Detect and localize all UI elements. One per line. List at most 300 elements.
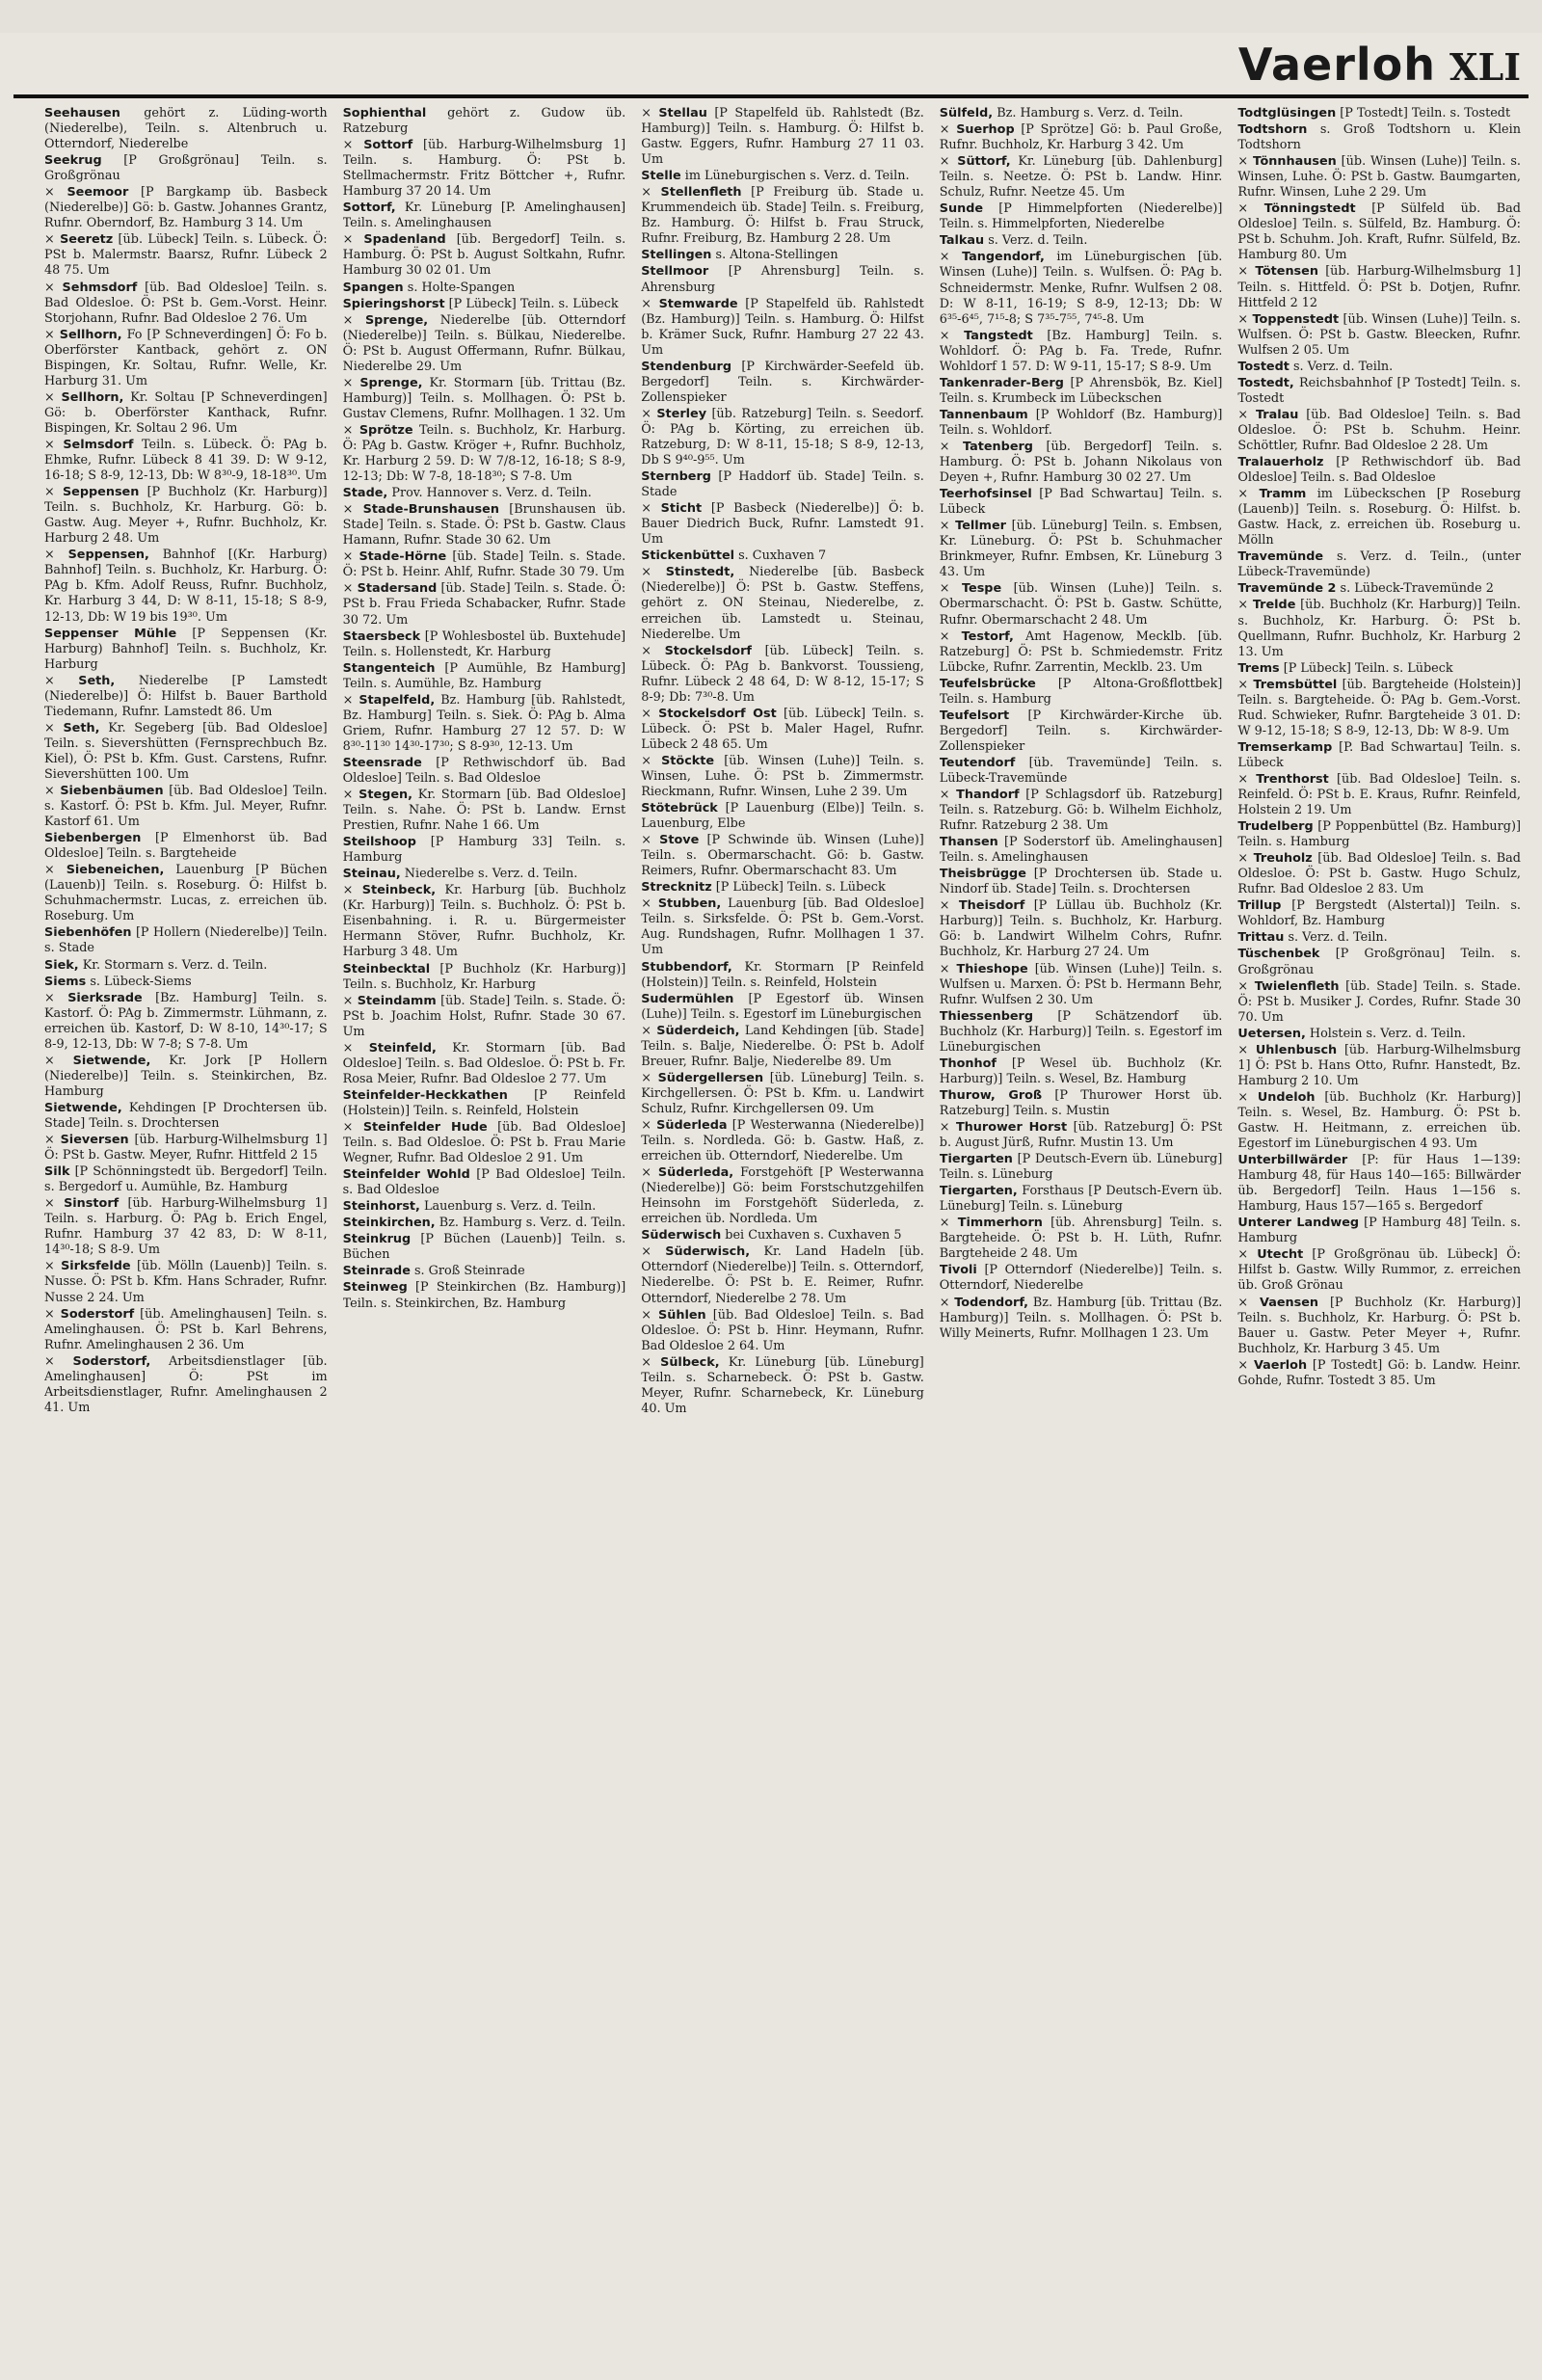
entry-place-name: Sieversen (60, 1133, 129, 1148)
entry-details: [P Sülfeld üb. Bad Oldesloe] Teiln. s. Sülfeld, Bz. Hamburg. Ö: PSt b. Schuhm. Joh. Kraft, Rufnr. Sülfeld, Bz. Hamburg 80. Um (1237, 201, 1521, 263)
entry-details: [P Seppensen (Kr. Harburg) Bahnhof] Teiln. s. Buchholz, Kr. Harburg (44, 626, 328, 672)
entry-place-name: Trillup (1237, 898, 1282, 914)
entry-details: Amt Hagenow, Mecklb. [üb. Ratzeburg] Ö: PSt b. Schmiedemstr. Fritz Lübcke, Rufnr. Zarrentin, Mecklb. 23. Um (939, 628, 1223, 675)
entry-details: [P Sprötze] Gö: b. Paul Große, Rufnr. Buchholz, Kr. Harburg 3 42. Um (939, 122, 1223, 153)
entry-details: [üb. Bad Oldesloe] Teiln. s. Reinfeld. Ö: PSt b. E. Kraus, Rufnr. Reinfeld, Holstein 2 19. Um (1237, 771, 1521, 818)
directory-entry (641, 1165, 924, 1227)
entry-place-name: Trudelberg (1237, 819, 1314, 835)
entry-details: [P Schönningstedt üb. Bergedorf] Teiln. s. Bergedorf u. Aumühle, Bz. Hamburg (44, 1164, 328, 1195)
entry-place-name: Stötebrück (641, 801, 718, 816)
entry-place-name: Stade-Hörne (359, 549, 447, 565)
entry-details: Land Kehdingen [üb. Stade] Teiln. s. Balje, Niederelbe. Ö: PSt b. Adolf Breuer, Rufnr. Balje, Niederelbe 89. Um (641, 1023, 924, 1069)
entry-details: [üb. Harburg-Wilhelmsburg 1] Teiln. s. Hamburg. Ö: PSt b. Stellmachermstr. Fritz Böttcher +, Rufnr. Hamburg 37 20 14. Um (342, 138, 626, 200)
entry-place-name: Timmerhorn (957, 1216, 1043, 1231)
directory-entry (641, 1118, 924, 1164)
entry-details: Holstein s. Verz. d. Teiln. (1309, 1026, 1466, 1041)
post-office-mark: × (44, 232, 55, 248)
post-office-mark: × (44, 485, 55, 500)
post-office-mark: × (1237, 201, 1249, 217)
directory-entry (44, 784, 328, 830)
entry-place-name: Uhlenbusch (1255, 1042, 1338, 1057)
entry-details: [P Buchholz (Kr. Harburg)] Teiln. s. Buchholz, Kr. Harburg. Ö: PSt b. Bauer u. Gastw. Peter Meyer +, Rufnr. Buchholz, Kr. Harburg 3 45. Um (1237, 1295, 1521, 1356)
post-office-mark: × (1237, 978, 1249, 994)
directory-entry (1237, 549, 1521, 580)
entry-details: Kr. Stormarn [üb. Bad Oldesloe] Teiln. s. Bad Oldesloe. Ö: PSt b. Fr. Rosa Meier, Rufnr. Bad Oldesloe 2 77. Um (342, 1040, 626, 1086)
entry-place-name: Stockelsdorf (664, 643, 752, 658)
entry-place-name: Seppenser Mühle (44, 626, 177, 641)
entry-place-name: Suerhop (956, 122, 1015, 138)
post-office-mark: × (641, 1023, 651, 1038)
post-office-mark: × (342, 993, 354, 1008)
entry-details: [P Steinkirchen (Bz. Hamburg)] Teiln. s. Steinkirchen, Bz. Hamburg (342, 1280, 626, 1311)
entry-place-name: Stickenbüttel (641, 548, 735, 564)
post-office-mark: × (342, 422, 354, 438)
directory-entry (1237, 1090, 1521, 1152)
post-office-mark: × (641, 406, 651, 421)
directory-entry (1237, 122, 1521, 153)
directory-entry (641, 169, 924, 184)
entry-details: [üb. Travemünde] Teiln. s. Lübeck-Travemünde (939, 755, 1223, 786)
entry-place-name: Strecknitz (641, 880, 712, 896)
entry-details: [Bz. Hamburg] Teiln. s. Wohldorf. Ö: PAg b. Fa. Trede, Rufnr. Wohldorf 1 57. D: W 9-11, 15-17; S 8-9. Um (939, 328, 1223, 374)
entry-details: [P Tostedt] Gö: b. Landw. Heinr. Gohde, Rufnr. Tostedt 3 85. Um (1237, 1357, 1521, 1388)
directory-entry (1237, 772, 1521, 818)
entry-place-name: Siebenbergen (44, 831, 142, 846)
entry-details: [P Altona-Großflottbek] Teiln. s. Hamburg (939, 676, 1223, 707)
entry-details: Kr. Segeberg [üb. Bad Oldesloe] Teiln. s. Sievershütten (Fernsprechbuch Bz. Kiel), Ö: PSt b. Kfm. Gust. Carstens, Rufnr. Sievershütten 100. Um (44, 720, 328, 782)
directory-entry (44, 991, 328, 1053)
entry-details: Kr. Soltau [P Schneverdingen] Gö: b. Oberförster Kanthack, Rufnr. Bispingen, Kr. Soltau 2 96. Um (44, 389, 328, 436)
directory-entry (343, 994, 626, 1040)
entry-place-name: Stellau (658, 106, 707, 120)
entry-details: Reichsbahnhof [P Tostedt] Teiln. s. Tostedt (1237, 375, 1521, 406)
post-office-mark: × (939, 439, 950, 454)
directory-entry (940, 201, 1223, 232)
post-office-mark: × (939, 328, 950, 343)
directory-entry (44, 721, 328, 783)
post-office-mark: × (641, 1354, 651, 1370)
directory-entry (940, 408, 1223, 439)
entry-place-name: Süderwisch, (665, 1244, 751, 1260)
entry-place-name: Tankenrader-Berg (939, 375, 1064, 390)
post-office-mark: × (641, 896, 651, 912)
directory-entry (44, 1354, 328, 1416)
directory-entry (641, 644, 924, 706)
entry-details: [üb. Bergedorf] Teiln. s. Hamburg. Ö: PSt b. Johann Nikolaus von Deyen +, Rufnr. Hamburg 30 02 27. Um (939, 439, 1223, 486)
entry-details: Bz. Hamburg s. Verz. d. Teiln. (439, 1216, 626, 1231)
directory-entry (1237, 1296, 1521, 1357)
directory-entry (641, 1244, 924, 1306)
entry-details: s. Verz. d. Teiln. (1292, 359, 1394, 374)
directory-entry (940, 1216, 1223, 1262)
entry-details: Forsthaus [P Deutsch-Evern üb. Lüneburg] Teiln. s. Lüneburg (939, 1184, 1223, 1215)
entry-place-name: Stade-Brunshausen (362, 502, 499, 518)
directory-entry (1237, 360, 1521, 375)
entry-place-name: Spieringshorst (342, 296, 445, 311)
entry-place-name: Tatenberg (963, 439, 1033, 454)
post-office-mark: × (939, 628, 950, 644)
entry-place-name: Tivoli (939, 1263, 977, 1278)
entry-place-name: Tremsbüttel (1253, 677, 1338, 692)
entry-details: [P Poppenbüttel (Bz. Hamburg)] Teiln. s. Hamburg (1237, 819, 1521, 850)
directory-entry (940, 440, 1223, 486)
entry-details: [P Großgrönau] Teiln. s. Großgrönau (1237, 947, 1521, 977)
entry-details: [üb. Stade] Teiln. s. Stade. Ö: PSt b. Joachim Holst, Rufnr. Stade 30 67. Um (342, 993, 626, 1039)
directory-entry (1237, 487, 1521, 548)
entry-place-name: Sophienthal (342, 106, 427, 120)
entry-place-name: Stemwarde (658, 296, 738, 311)
directory-entry (44, 153, 328, 184)
directory-entry (940, 1009, 1223, 1056)
entry-place-name: Stade, (342, 486, 388, 501)
entry-place-name: Sülfeld, (939, 106, 994, 120)
directory-entry (940, 519, 1223, 580)
entry-place-name: Seppensen, (67, 548, 149, 563)
directory-entry (1237, 376, 1521, 407)
entry-details: Kr. Lüneburg [üb. Lüneburg] Teiln. s. Scharnebeck. Ö: PSt b. Gastw. Meyer, Rufnr. Scharnebeck, Kr. Lüneburg 40. Um (641, 1354, 924, 1416)
entry-place-name: Sülbeck, (660, 1354, 720, 1370)
post-office-mark: × (641, 1244, 651, 1260)
entry-place-name: Todtshorn (1237, 122, 1308, 138)
post-office-mark: × (44, 1259, 55, 1274)
directory-entry (940, 835, 1223, 866)
directory-entry (940, 487, 1223, 518)
directory-entry (343, 867, 626, 882)
directory-entry (641, 1355, 924, 1417)
entry-place-name: Stangenteich (342, 660, 436, 676)
post-office-mark: × (1237, 677, 1249, 692)
entry-place-name: Süderdeich, (656, 1023, 740, 1038)
header-rule (13, 94, 1529, 98)
entry-details: s. Cuxhaven 7 (738, 548, 827, 564)
entry-details: [P Westerwanna (Niederelbe)] Teiln. s. Nordleda. Gö: b. Gastw. Haß, z. erreichen üb. Otterndorf, Niederelbe. Um (641, 1118, 924, 1164)
entry-columns (44, 106, 1521, 2357)
entry-place-name: Tangendorf, (962, 250, 1045, 265)
post-office-mark: × (44, 1353, 55, 1369)
directory-entry (1237, 898, 1521, 929)
post-office-mark: × (939, 961, 950, 976)
directory-entry (641, 960, 924, 991)
entry-place-name: Twielenfleth (1254, 978, 1340, 994)
directory-entry (940, 962, 1223, 1008)
directory-entry (1237, 201, 1521, 263)
entry-details: [üb. Bad Oldesloe] Teiln. s. Kastorf. Ö: PSt b. Kfm. Jul. Meyer, Rufnr. Kastorf 61. Um (44, 784, 328, 830)
entry-details: gehört z. Gudow üb. Ratzeburg (342, 106, 626, 137)
entry-details: [üb. Bargteheide (Holstein)] Teiln. s. Bargteheide. Ö: PAg b. Gem.-Vorst. Rud. Schwieker, Rufnr. Bargteheide 3 01. D: W 9-12, 15-18; S 8-9, 12-13, Db: W 8-9. Um (1237, 677, 1521, 738)
entry-place-name: Steindamm (357, 993, 437, 1008)
directory-entry (641, 992, 924, 1023)
post-office-mark: × (641, 565, 651, 580)
entry-place-name: Tellmer (955, 519, 1006, 534)
entry-details: Kr. Land Hadeln [üb. Otterndorf (Niederelbe)] Teiln. s. Otterndorf, Niederelbe. Ö: PSt b. E. Reimer, Rufnr. Otterndorf, Niederelbe 2 78. Um (641, 1244, 924, 1306)
entry-place-name: Tramm (1259, 487, 1307, 502)
entry-details: [P Lüllau üb. Buchholz (Kr. Harburg)] Teiln. s. Buchholz, Kr. Harburg. Gö: b. Landwirt Wilhelm Cohrs, Rufnr. Buchholz, Kr. Harburg 27 24. Um (939, 898, 1223, 960)
entry-details: Teiln. s. Lübeck. Ö: PAg b. Ehmke, Rufnr. Lübeck 8 41 39. D: W 9-12, 16-18; S 8-9, 12-13, Db: W 8³⁰-9, 18-18³⁰. Um (44, 437, 328, 484)
entry-place-name: Spadenland (363, 232, 446, 248)
column-4 (940, 106, 1223, 2357)
directory-entry (1237, 1358, 1521, 1389)
post-office-mark: × (1237, 1042, 1249, 1057)
entry-details: [P Lauenburg (Elbe)] Teiln. s. Lauenburg, Elbe (641, 801, 924, 832)
directory-entry (1237, 455, 1521, 486)
directory-entry (44, 925, 328, 956)
entry-place-name: Steinrade (342, 1264, 411, 1279)
directory-entry (641, 360, 924, 406)
post-office-mark: × (342, 581, 354, 597)
entry-place-name: Sticht (660, 501, 703, 517)
directory-entry (940, 1120, 1223, 1151)
entry-details: [üb. Ratzeburg] Teiln. s. Seedorf. Ö: PAg b. Körting, zu erreichen üb. Ratzeburg, D: W 8-11, 15-18; S 8-9, 12-13, Db S 9⁴⁰-9⁵⁵. Um (641, 406, 924, 468)
entry-details: [üb. Amelinghausen] Teiln. s. Amelinghausen. Ö: PSt b. Karl Behrens, Rufnr. Amelinghausen 2 36. Um (44, 1306, 328, 1352)
directory-entry (641, 548, 924, 564)
entry-details: [P Ahrensburg] Teiln. s. Ahrensburg (641, 264, 924, 295)
entry-details: [üb. Harburg-Wilhelmsburg 1] Ö: PSt b. Gastw. Meyer, Rufnr. Hittfeld 2 15 (44, 1133, 328, 1163)
entry-place-name: Tespe (961, 581, 1002, 597)
directory-entry (1237, 1247, 1521, 1294)
post-office-mark: × (939, 519, 950, 534)
entry-details: Teiln. s. Buchholz, Kr. Harburg. Ö: PAg b. Gastw. Kröger +, Rufnr. Buchholz, Kr. Harburg 2 59. D: W 7/8-12, 16-18; S 8-9, 12-13; Db: W 7-8, 18-18³⁰; S 7-8. Um (342, 422, 626, 485)
entry-place-name: Theisdorf (958, 898, 1025, 914)
entry-details: Lauenburg s. Verz. d. Teiln. (424, 1199, 597, 1215)
entry-details: [üb. Lüneburg] Teiln. s. Embsen, Kr. Lüneburg. Ö: PSt b. Schuhmacher Brinkmeyer, Rufnr. Embsen, Kr. Lüneburg 3 43. Um (939, 519, 1223, 580)
post-office-mark: × (641, 185, 651, 201)
column-5 (1237, 106, 1521, 2357)
directory-entry (940, 788, 1223, 834)
entry-place-name: Tralau (1255, 407, 1299, 422)
entry-place-name: Sühlen (658, 1307, 706, 1323)
entry-details: Fo [P Schneverdingen] Ö: Fo b. Oberförster Kantback, gehört z. ON Bispingen, Kr. Soltau, Rufnr. Welle, Kr. Harburg 31. Um (44, 327, 328, 388)
entry-place-name: Steilshoop (342, 835, 416, 850)
entry-place-name: Sottorf, (342, 201, 396, 216)
directory-entry (343, 281, 626, 296)
post-office-mark: × (641, 1307, 651, 1323)
entry-place-name: Tiergarten (939, 1152, 1013, 1167)
directory-entry (940, 756, 1223, 787)
directory-entry (940, 1296, 1223, 1342)
entry-details: [P Rethwischdorf üb. Bad Oldesloe] Teiln. s. Bad Oldesloe (1237, 455, 1521, 486)
post-office-mark: × (44, 784, 55, 799)
entry-place-name: Thurow, Groß (939, 1087, 1043, 1103)
entry-details: [P Egestorf üb. Winsen (Luhe)] Teiln. s. Egestorf im Lüneburgischen (641, 991, 924, 1022)
entry-details: s. Verz. d. Teiln. (988, 233, 1088, 249)
directory-entry (44, 232, 328, 279)
entry-place-name: Sinstorf (64, 1196, 120, 1212)
entry-place-name: Sternberg (641, 469, 711, 485)
entry-details: [P Tostedt] Teiln. s. Tostedt (1340, 106, 1511, 120)
directory-entry (940, 1184, 1223, 1215)
directory-entry (641, 754, 924, 800)
entry-place-name: Soderstorf (60, 1306, 135, 1322)
entry-details: [P Buchholz (Kr. Harburg)] Teiln. s. Buchholz, Kr. Harburg. Gö: b. Gastw. Aug. Meyer +, Rufnr. Buchholz, Kr. Harburg 2 48. Um (44, 485, 328, 547)
entry-place-name: Theisbrügge (939, 867, 1026, 882)
directory-entry (44, 281, 328, 327)
directory-entry (940, 1263, 1223, 1294)
entry-details: [üb. Buchholz (Kr. Harburg)] Teiln. s. Buchholz, Kr. Harburg. Ö: PSt b. Quellmann, Rufnr. Buchholz, Kr. Harburg 2 13. Um (1237, 598, 1521, 659)
entry-place-name: Travemünde 2 (1237, 581, 1337, 597)
directory-entry (1237, 947, 1521, 977)
entry-details: [üb. Lübeck] Teiln. s. Lübeck. Ö: PSt b. Malermstr. Baarsz, Rufnr. Lübeck 2 48 75. Um (44, 232, 328, 279)
entry-details: [P Freiburg üb. Stade u. Krummendeich üb. Stade] Teiln. s. Freiburg, Bz. Hamburg. Ö: Hilfst b. Frau Struck, Rufnr. Freiburg, Bz. Hamburg 2 28. Um (641, 185, 924, 247)
entry-details: [P Hamburg 33] Teiln. s. Hamburg (342, 835, 626, 866)
directory-entry (44, 1196, 328, 1258)
post-office-mark: × (44, 389, 55, 405)
directory-entry (1237, 930, 1521, 946)
directory-entry (44, 958, 328, 974)
directory-entry (44, 1133, 328, 1163)
entry-place-name: Todtglüsingen (1237, 106, 1337, 120)
entry-details: [P Kirchwärder-Kirche üb. Bergedorf] Teiln. s. Kirchwärder-Zollenspieker (939, 708, 1223, 754)
entry-place-name: Süderleda (656, 1118, 728, 1133)
entry-place-name: Steinau, (342, 867, 401, 882)
entry-place-name: Soderstorf, (72, 1353, 151, 1369)
entry-details: Niederelbe s. Verz. d. Teiln. (404, 867, 578, 882)
directory-entry (641, 106, 924, 168)
directory-entry (343, 661, 626, 692)
post-office-mark: × (641, 1165, 651, 1181)
directory-entry (940, 867, 1223, 897)
entry-place-name: Stadersand (357, 581, 438, 597)
directory-entry (940, 250, 1223, 327)
directory-entry (44, 1101, 328, 1132)
entry-details: Kr. Jork [P Hollern (Niederelbe)] Teiln. s. Steinkirchen, Bz. Hamburg (44, 1053, 328, 1099)
running-headword: Vaerloh (1237, 39, 1437, 91)
entry-details: [üb. Stade] Teiln. s. Stade. Ö: PSt b. Musiker J. Cordes, Rufnr. Stade 30 70. Um (1237, 978, 1521, 1025)
post-office-mark: × (641, 1070, 651, 1085)
directory-entry (1237, 581, 1521, 597)
entry-place-name: Siek, (44, 957, 79, 973)
entry-details: [üb. Winsen (Luhe)] Teiln. s. Wulfsen u. Marxen. Ö: PSt b. Hermann Behr, Rufnr. Wulfsen 2 30. Um (939, 961, 1223, 1007)
entry-details: [üb. Harburg-Wilhelmsburg 1] Ö: PSt b. Hans Otto, Rufnr. Hanstedt, Bz. Hamburg 2 10. Um (1237, 1042, 1521, 1088)
entry-place-name: Sprenge, (359, 375, 423, 390)
entry-place-name: Staersbeck (342, 628, 421, 644)
entry-place-name: Stelle (641, 169, 681, 184)
directory-entry (940, 122, 1223, 153)
directory-entry (343, 962, 626, 993)
entry-place-name: Thansen (939, 835, 998, 850)
post-office-mark: × (44, 1196, 55, 1212)
post-office-mark: × (939, 250, 950, 265)
directory-entry (1237, 408, 1521, 454)
directory-entry (343, 883, 626, 960)
entry-place-name: Seppensen (62, 485, 140, 500)
directory-entry (940, 1056, 1223, 1087)
post-office-mark: × (1237, 487, 1249, 502)
entry-details: [P Großgrönau] Teiln. s. Großgrönau (44, 153, 328, 184)
entry-details: s. Groß Todtshorn u. Klein Todtshorn (1237, 122, 1521, 153)
entry-place-name: Steinweg (342, 1280, 408, 1296)
entry-place-name: Tönnhausen (1252, 154, 1337, 170)
directory-entry (44, 185, 328, 231)
entry-details: Kr. Stormarn s. Verz. d. Teiln. (82, 957, 268, 973)
entry-details: Bahnhof [(Kr. Harburg) Bahnhof] Teiln. s. Buchholz, Kr. Harburg. Ö: PAg b. Kfm. Adolf Reuss, Rufnr. Buchholz, Kr. Harburg 3 44, D: W 8-11, 15-18; S 8-9, 12-13, Db: W 19 bis 19³⁰. Um (44, 548, 328, 625)
post-office-mark: × (44, 327, 55, 342)
directory-entry (641, 801, 924, 832)
entry-place-name: Teufelsbrücke (939, 676, 1036, 691)
post-office-mark: × (44, 1306, 55, 1322)
entry-place-name: Steinfelder Wohld (342, 1167, 470, 1183)
entry-details: [P Elmenhorst üb. Bad Oldesloe] Teiln. s. Bargteheide (44, 831, 328, 862)
entry-details: [üb. Mölln (Lauenb)] Teiln. s. Nusse. Ö: PSt b. Kfm. Hans Schrader, Rufnr. Nusse 2 24. Um (44, 1259, 328, 1305)
directory-entry (343, 1264, 626, 1279)
directory-entry (1237, 661, 1521, 677)
entry-place-name: Stapelfeld, (359, 692, 436, 708)
directory-entry (641, 1228, 924, 1243)
entry-details: Lauenburg [üb. Bad Oldesloe] Teiln. s. Sirksfelde. Ö: PSt b. Gem.-Vorst. Aug. Rundshagen, Rufnr. Mollhagen 1 37. Um (641, 896, 924, 958)
directory-entry (1237, 678, 1521, 739)
entry-details: gehört z. Lüding-worth (Niederelbe), Teiln. s. Altenbruch u. Otterndorf, Niederelbe (44, 106, 328, 152)
entry-details: [üb. Bergedorf] Teiln. s. Hamburg. Ö: PSt b. August Soltkahn, Rufnr. Hamburg 30 02 01. Um (342, 232, 626, 279)
entry-details: [P Büchen (Lauenb)] Teiln. s. Büchen (342, 1232, 626, 1263)
entry-place-name: Uetersen, (1237, 1026, 1306, 1041)
entry-place-name: Siebenhöfen (44, 925, 132, 941)
directory-entry (641, 1308, 924, 1354)
entry-place-name: Sunde (939, 201, 984, 217)
entry-details: Arbeitsdienstlager [üb. Amelinghausen] Ö: PSt im Arbeitsdienstlager, Rufnr. Amelinghausen 2 41. Um (44, 1353, 328, 1415)
entry-place-name: Seth, (63, 720, 100, 735)
entry-details: [üb. Harburg-Wilhelmsburg 1] Teiln. s. Harburg. Ö: PAg b. Erich Engel, Rufnr. Hamburg 37 42 83, D: W 8-11, 14³⁰-18; S 8-9. Um (44, 1196, 328, 1258)
post-office-mark: × (1237, 407, 1249, 422)
entry-place-name: Steinfeld, (368, 1040, 437, 1056)
entry-place-name: Sirksfelde (61, 1259, 131, 1274)
entry-details: [P Soderstorf üb. Amelinghausen] Teiln. s. Amelinghausen (939, 835, 1223, 866)
post-office-mark: × (44, 548, 55, 563)
entry-place-name: Thiessenberg (939, 1008, 1034, 1024)
entry-place-name: Teutendorf (939, 755, 1016, 770)
entry-place-name: Vaerloh (1253, 1357, 1308, 1373)
entry-details: [üb. Buchholz (Kr. Harburg)] Teiln. s. Wesel, Bz. Hamburg. Ö: PSt b. Gastw. H. Heitmann, z. erreichen üb. Egestorf im Lüneburgischen 4 93. Um (1237, 1089, 1521, 1152)
directory-entry (343, 788, 626, 834)
page-top-edge (0, 0, 1542, 33)
entry-details: Forstgehöft [P Westerwanna (Niederelbe)] Gö: beim Forstschutzgehilfen Heinsohn im Forstgehöft Süderleda, z. erreichen üb. Nordleda. Um (641, 1165, 924, 1227)
directory-entry (1237, 154, 1521, 201)
entry-details: [P Ahrensbök, Bz. Kiel] Teiln. s. Krumbeck im Lübeckschen (939, 375, 1223, 406)
post-office-mark: × (342, 232, 354, 248)
post-office-mark: × (641, 1118, 651, 1133)
post-office-mark: × (1237, 771, 1249, 787)
entry-details: [üb. Bad Oldesloe] Teiln. s. Bad Oldesloe. Ö: PSt b. Hinr. Heymann, Rufnr. Bad Oldesloe 2 64. Um (641, 1307, 924, 1353)
directory-entry (940, 677, 1223, 708)
post-office-mark: × (342, 1040, 354, 1056)
entry-details: [P Lübeck] Teiln. s. Lübeck (448, 296, 619, 311)
post-office-mark: × (342, 692, 354, 708)
directory-entry (940, 154, 1223, 201)
page-header (1238, 39, 1521, 91)
page-number: XLI (1449, 45, 1521, 89)
entry-place-name: Unterbillwärder (1237, 1153, 1348, 1168)
entry-place-name: Sottorf (363, 138, 413, 153)
entry-place-name: Trittau (1237, 930, 1285, 946)
post-office-mark: × (939, 1120, 950, 1135)
directory-entry (641, 469, 924, 500)
directory-entry (1237, 740, 1521, 771)
post-office-mark: × (44, 990, 55, 1005)
post-office-mark: × (342, 549, 354, 565)
entry-place-name: Sprötze (359, 422, 413, 438)
entry-place-name: Trelde (1252, 598, 1296, 613)
post-office-mark: × (1237, 154, 1249, 170)
entry-details: s. Lübeck-Siems (90, 974, 192, 989)
directory-entry (641, 501, 924, 548)
directory-entry (641, 833, 924, 879)
entry-details: [P Bad Schwartau] Teiln. s. Lübeck (939, 487, 1223, 518)
entry-place-name: Tostedt, (1237, 375, 1294, 390)
entry-details: [P Wohldorf (Bz. Hamburg)] Teiln. s. Wohldorf. (939, 407, 1223, 438)
entry-details: [üb. Ahrensburg] Teiln. s. Bargteheide. Ö: PSt b. H. Lüth, Rufnr. Bargteheide 2 48. Um (939, 1216, 1223, 1262)
entry-place-name: Seekrug (44, 153, 102, 169)
post-office-mark: × (44, 720, 55, 735)
entry-place-name: Thonhof (939, 1056, 997, 1071)
entry-place-name: Spangen (342, 280, 404, 295)
